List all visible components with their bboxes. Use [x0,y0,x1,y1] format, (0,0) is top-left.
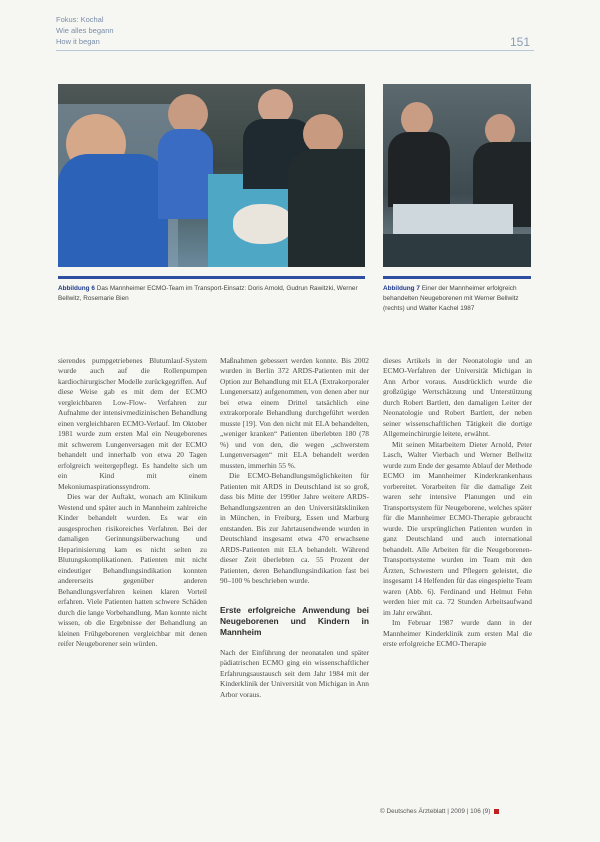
text-column-2 [220,356,369,808]
page-number: 151 [510,35,531,49]
figure-6-caption-bar [58,276,365,279]
figure-7-caption-text: Einer der Mannheimer erfolgreich behandelten Neugeborenen mit Werner Bellwitz (rechts) und Walter Kachel 1987 [383,285,519,312]
figure-6-photo [58,84,365,267]
paragraph: Nach der Einführung der neonatalen und später pädiatrischen ECMO ging ein wissenschaftlicher Erfahrungsaustausch seit dem Jahr 1984 mit der Kinderklinik der Universität von Michigan in Ann Arbor voraus. [220,647,369,699]
section-heading: Erste erfolgreiche Anwendung bei Neugeborenen und Kindern in Mannheim [220,604,369,637]
page-footer [380,808,499,815]
paragraph: Maßnahmen gebessert werden konnte. Bis 2002 wurden in Berlin 372 ARDS-Patienten mit der Option zur Behandlung mit ELA (Extrakorporaler Lungenersatz) aufgenommen, von denen aber nur bei etwa einem Drittel tatsächlich eine extrakorporale Behandlung durchgeführt werden musste [19]. Von den nicht mit ELA behandelten, „weniger kranken“ Patienten überlebten 180 (78 %) und von den, die wegen „schwerstem Lungenversagen“ mit ELA behandelt werden mussten, immerhin 55 %. [220,356,369,470]
figure-6-label: Abbildung 6 [58,285,95,292]
header-line-2: Wie alles begann [56,26,114,35]
paragraph: Im Februar 1987 wurde dann in der Mannheimer Kinderklinik zum ersten Mal die erste erfolgreiche ECMO-Therapie [383,618,532,649]
paragraph: Mit seinen Mitarbeitern Dieter Arnold, Peter Lasch, Walter Vierbach und Werner Bellwitz wurde zum Ende der gesamte Ablauf der Methode ECMO im Mannheimer Kinderkrankenhaus vorbereitet. Vorarbeiten für die damalige Zeit waren sehr intensive Planungen und ein Transportsystem für Neugeborene, welches später für die Mannheimer ECMO-Therapie gebraucht wurde. Die ursprünglichen Patienten wurden in ganz Deutschland und auch international behandelt. Alle Arbeiten für die Neugeborenen-Transportsysteme wurden im Team mit den Ärzten, Schwestern und Pflegern geleistet, die insgesamt 14 Helfenden für das eingespielte Team waren (Abb. 6). Ferdinand und Helmut Fehn werden hier mit ca. 72 Stunden Arbeitsaufwand im Jahr erwähnt. [383,439,532,617]
header-line-3: How it began [56,37,100,46]
figure-7-photo [383,84,531,267]
paragraph: dieses Artikels in der Neonatologie und an ECMO-Verfahren der Universität Michigan in Ann Arbor voraus. Ausdrücklich wurde die großzügige Wertschätzung und Unterstützung durch Robert Bartlett, den damaligen Leiter der Neonatologie und Robert Bartlett, der neben seiner wissenschaftlichen Tätigkeit die dortige Allgemeinchirurgie leitete, erwähnt. [383,356,532,439]
text-column-3 [383,356,532,808]
figure-7-label: Abbildung 7 [383,285,420,292]
text-column-1 [58,356,207,808]
footer-text: © Deutsches Ärzteblatt | 2009 | 106 (9) [380,808,491,815]
figure-6-caption-text: Das Mannheimer ECMO-Team im Transport-Einsatz: Doris Arnold, Gudrun Rawitzki, Werner Bellwitz, Rosemarie Bien [58,285,358,302]
running-header [56,14,114,47]
figure-7-caption [383,284,531,314]
paragraph: Die ECMO-Behandlungsmöglichkeiten für Patienten mit ARDS in Deutschland ist so groß, dass bis Mitte der 1990er Jahre weitere ARDS-Behandlungszentren an den Universitätskliniken in München, in Freiburg, Essen und Marburg entstanden. Bis zur Jahrtausendwende wurden in Deutschland insgesamt etwa 470 erwachsene ARDS-Patienten mit ELA behandelt. Während dieser Zeit überlebten ca. 55 Prozent der Patienten, deren Behandlungsindikation fast bei 90–100 % beschrieben wurde. [220,471,369,586]
paragraph: sierendes pumpgetriebenes Blutumlauf-System wurde auch auf die Rollenpumpen kardiochirurgischer Modelle zurückgegriffen. Auf diese Weise gab es mit dem der ECMO vergleichbaren Low-Flow- Verfahren zur Aufnahme der intensivmedizinischen Behandlung einen vergleichbaren ECMO-Verlauf. Im Oktober 1981 wurde zum ersten Mal ein Neugeborenes mit schwerem Lungenversagen mit der ECMO behandelt und innerhalb von etwa 20 Tagen erfolgreich weitergepflegt. Es handelte sich um ein Kind mit einem Mekoniumaspirationssyndrom. [58,356,207,491]
footer-square-icon [494,809,499,814]
figure-7-caption-bar [383,276,531,279]
header-line-1: Fokus: Kochal [56,15,104,24]
figure-6-caption [58,284,365,304]
paragraph: Dies war der Auftakt, wonach am Klinikum Westend und später auch in Mannheim zahlreiche Kinder behandelt wurden. Es war ein ausgesprochen risikoreiches Verfahren. Bei der damaligen Gerinnungsüberwachung und Heparinisierung kam es nicht selten zu Blutungskomplikationen. Patienten mit nicht eindeutiger Behandlungsindikation konnten andererseits gegenüber anderen Behandlungsverfahren keinen klaren Vorteil erfahren. Viele Patienten hatten schwere Schäden durch die lange Vorbehandlung. Man konnte nicht wissen, ob die Ergebnisse der Behandlung an kleinen Frühgeborenen vergleichbar mit denen reifer Neugeborener sein würden. [58,492,207,649]
header-rule [56,50,534,51]
